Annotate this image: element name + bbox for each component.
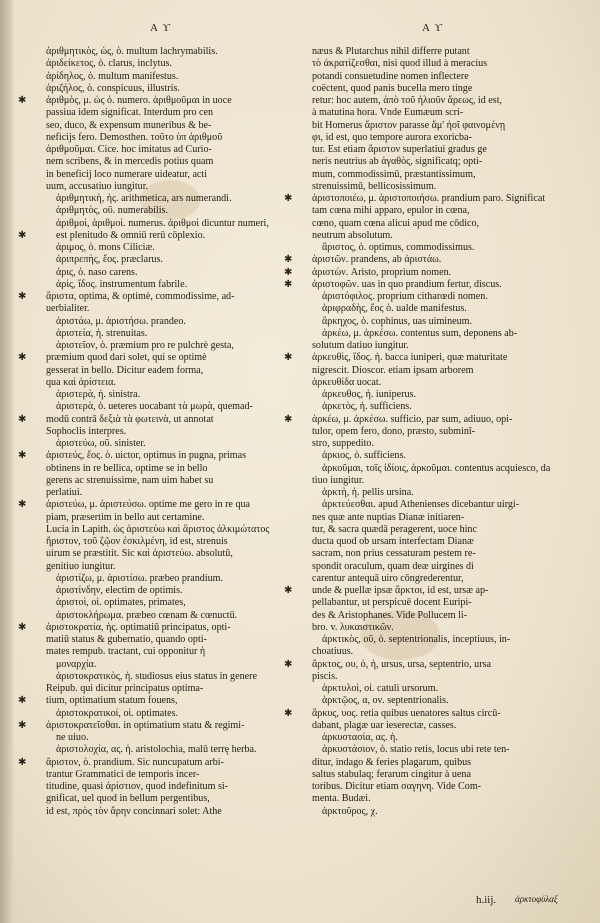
asterisk-marker-icon: ✱ xyxy=(18,95,27,106)
dictionary-line xyxy=(32,205,282,217)
dictionary-line xyxy=(32,646,282,658)
dictionary-line xyxy=(32,659,282,671)
dictionary-line-text: ἀρκτικὸς, οῦ, ὁ. septentrionalis, inceptiuus, in- xyxy=(322,634,511,645)
dictionary-line xyxy=(298,695,550,707)
dictionary-line xyxy=(298,120,550,132)
dictionary-line xyxy=(18,756,282,769)
dictionary-line-text: modū contrā δεξιὰ τὰ φωτεινὰ, ut annotat xyxy=(46,413,214,425)
dictionary-line xyxy=(284,352,550,364)
dictionary-line xyxy=(298,401,550,413)
dictionary-line xyxy=(298,597,550,609)
dictionary-line xyxy=(18,413,282,426)
dictionary-line-text: ἀριστοκλήρωμα. præbeo cœnam & cœnuctū. xyxy=(56,609,238,621)
dictionary-line xyxy=(32,107,282,119)
asterisk-marker-icon: ✱ xyxy=(18,352,27,364)
dictionary-line xyxy=(298,218,550,230)
dictionary-line-text: uum, accusatiuo iungitur. xyxy=(46,180,149,192)
dictionary-line xyxy=(298,132,550,144)
dictionary-line xyxy=(298,499,550,511)
dictionary-line xyxy=(32,744,282,756)
dictionary-line xyxy=(298,757,550,769)
dictionary-line-text: ἀριστερὰ, ἡ. sinistra. xyxy=(56,389,141,400)
dictionary-line xyxy=(298,450,550,462)
dictionary-line-text: Reipub. qui dicitur principatus optima- xyxy=(46,683,204,694)
dictionary-line-text: ἀριστῶν. prandens, ab ἀριστάω. xyxy=(312,254,442,266)
dictionary-line-text: carentur antequā uiro cōngrederentur, xyxy=(312,572,464,584)
dictionary-line-text: ἀριμος, ὁ. mons Ciliciæ. xyxy=(56,242,155,253)
dictionary-line-text: ἀριζήλος, ὁ. conspicuus, illustris. xyxy=(46,82,180,94)
dictionary-line xyxy=(32,46,282,58)
dictionary-line xyxy=(18,719,282,732)
dictionary-line-text: piam, præsertim in bello aut certamine. xyxy=(46,511,205,523)
dictionary-line-text: ἀρκτεύεσθαι. apud Athenienses dicebantur uirgi- xyxy=(322,499,520,511)
dictionary-line-text: ἀρκυστασία, ας. ἡ. xyxy=(322,732,398,743)
dictionary-line-text: ἄριστος, ὁ. optimus, commodissimus. xyxy=(322,242,475,253)
dictionary-line xyxy=(298,156,550,168)
dictionary-line xyxy=(32,536,282,548)
dictionary-line xyxy=(298,512,550,524)
dictionary-line-text: ἀριθμητὸς, οῦ. numerabilis. xyxy=(56,205,168,217)
dictionary-line xyxy=(32,524,282,536)
dictionary-line-text: ἀρκοῦμαι, τοῖς ἰδίοις, ἀρκοῦμαι. contentus acquiesco, da xyxy=(322,462,551,474)
dictionary-line-text: spondit oraculum, quam deæ uirgines di xyxy=(312,560,474,572)
dictionary-line-text: nes quæ ante nuptias Dianæ initiaren- xyxy=(312,511,465,523)
dictionary-line-text: gesserat in bello. Dicitur eadem forma, xyxy=(46,364,204,376)
dictionary-line xyxy=(32,132,282,144)
dictionary-line xyxy=(298,806,550,818)
dictionary-line-text: ἀρκετὸς, ἡ. sufficiens. xyxy=(322,401,412,413)
dictionary-line xyxy=(298,71,550,83)
asterisk-marker-icon: ✱ xyxy=(18,621,27,633)
asterisk-marker-icon: ✱ xyxy=(284,278,293,290)
dictionary-line xyxy=(284,658,550,671)
dictionary-line-text: potandi consuetudine nomen inflectere xyxy=(312,70,469,82)
dictionary-line-text: matiū status & gubernatio, quando opti- xyxy=(46,634,207,645)
dictionary-line-text: ἀριστοκρατεῖσθαι. in optimatium statu & regimi- xyxy=(46,719,245,731)
dictionary-line xyxy=(32,365,282,377)
dictionary-line xyxy=(284,278,550,291)
dictionary-line xyxy=(284,585,550,597)
dictionary-line-text: piscis. xyxy=(312,670,338,682)
dictionary-line-text: ἀριστών. Aristo, proprium nomen. xyxy=(312,266,452,278)
dictionary-line-text: qua καὶ ἀρίστεια. xyxy=(46,376,116,388)
dictionary-line xyxy=(298,548,550,560)
dictionary-line xyxy=(284,413,550,426)
dictionary-line xyxy=(32,708,282,720)
asterisk-marker-icon: ✱ xyxy=(284,585,293,596)
dictionary-line-text: ἀρκευθίδα uocat. xyxy=(312,376,382,388)
dictionary-line xyxy=(32,671,282,683)
dictionary-line xyxy=(32,316,282,328)
dictionary-line-text: ἀρκευθὶς, ἴδος. ἡ. bacca iuniperi, quæ maturitate xyxy=(312,352,508,364)
dictionary-line-text: uerbialiter. xyxy=(46,303,90,315)
dictionary-line-text: ἀριστοὶ, οἱ. optimates, primates, xyxy=(56,597,186,609)
dictionary-line xyxy=(32,377,282,389)
dictionary-line xyxy=(32,193,282,205)
dictionary-line xyxy=(298,377,550,389)
dictionary-line-text: mum, commodissimū, præstantissimum, xyxy=(312,168,476,180)
dictionary-line xyxy=(298,107,550,119)
dictionary-line-text: genitiuo iungitur. xyxy=(46,560,116,572)
asterisk-marker-icon: ✱ xyxy=(18,695,27,707)
dictionary-line xyxy=(298,169,550,181)
dictionary-line xyxy=(298,781,550,793)
dictionary-line xyxy=(32,120,282,132)
dictionary-line-text: ἀριστεύω, μ. ἀριστεύσω. optime me gero in re qua xyxy=(46,499,251,511)
dictionary-line xyxy=(32,267,282,279)
dictionary-line xyxy=(32,573,282,585)
dictionary-line-text: retur: hoc autem, ἀπὸ τοῦ ἠλιοῦν ἄρεως, id est, xyxy=(312,95,503,106)
dictionary-line-text: est plenitudo & omniū rerū cōplexio. xyxy=(56,229,206,241)
dictionary-line-text: obtinens in re bellica, optime se in bello xyxy=(46,462,208,474)
dictionary-line xyxy=(32,254,282,266)
dictionary-line-text: ἄριστα, optima, & optimè, commodissime, ad- xyxy=(46,291,235,302)
asterisk-marker-icon: ✱ xyxy=(18,756,27,768)
dictionary-line-text: uirum se præstitit. Sic καὶ ἀριστεύω. absolutū, xyxy=(46,548,233,560)
dictionary-line-text: ἀριστοφῶν. uas in quo prandium fertur, discus. xyxy=(312,278,502,290)
dictionary-line xyxy=(298,536,550,548)
dictionary-line xyxy=(298,463,550,475)
dictionary-line xyxy=(32,144,282,156)
dictionary-line xyxy=(284,707,550,720)
dictionary-line-text: ditur, indago & feries plagarum, quibus xyxy=(312,756,472,768)
dictionary-line-text: ἀρκιος, ὁ. sufficiens. xyxy=(322,450,406,462)
dictionary-line-text: bro. v. λυκαιστικῶν. xyxy=(312,621,394,633)
dictionary-line xyxy=(32,585,282,597)
signature-mark: h.iij. xyxy=(476,894,497,906)
dictionary-line-text: ἀριστοκρατικὸς, ἡ. studiosus eius status in genere xyxy=(56,670,257,682)
dictionary-line-text: à matutina hora. Vnde Eumæum scri- xyxy=(312,107,464,119)
dictionary-line-text: ἀριφραδὴς, ἕος ὁ. ualde manifestus. xyxy=(322,303,467,315)
dictionary-line-text: ἀριδείκετος, ὁ. clarus, inclytus. xyxy=(46,58,172,70)
dictionary-line-text: ἄριστον, ὁ. prandium. Sic nuncupatum arbi- xyxy=(46,756,224,768)
dictionary-line-text: Lucia in Lapith. ὡς ἀριστεύω καὶ ἄριστος ἀλκιμώτατος xyxy=(46,523,270,535)
dictionary-line-text: τὸ ἀκρατίζεσθαι, nisi quod illud à meracius xyxy=(312,58,488,70)
dictionary-line-text: perlatiui. xyxy=(46,487,83,498)
dictionary-line-text: cœno, quam cœna alicui apud me cōdico, xyxy=(312,217,480,229)
dictionary-line-text: ἀριστεύω, οῦ. sinister. xyxy=(56,438,146,449)
asterisk-marker-icon: ✱ xyxy=(18,229,27,241)
dictionary-line xyxy=(32,438,282,450)
dictionary-line-text: μοναρχία. xyxy=(56,658,97,670)
dictionary-line-text: nigrescit. Dioscor. etiam ipsam arborem xyxy=(312,364,474,376)
dictionary-line xyxy=(32,389,282,401)
dictionary-line xyxy=(298,328,550,340)
dictionary-line xyxy=(18,95,282,107)
left-column xyxy=(18,46,282,818)
running-head-left: A ϒ xyxy=(150,22,172,34)
dictionary-line-text: mates rempub. tractant, cui opponitur ἡ xyxy=(46,646,206,658)
dictionary-line-text: ἀρκέω, μ. ἀρκέσω. sufficio, par sum, adiuuo, opi- xyxy=(312,413,513,425)
dictionary-line-text: ἀρκτοῦρος, χ. xyxy=(322,805,378,817)
dictionary-line-text: gnificat, uel quod in bellum pergentibus, xyxy=(46,793,210,805)
dictionary-line xyxy=(298,316,550,328)
dictionary-line xyxy=(32,242,282,254)
asterisk-marker-icon: ✱ xyxy=(284,352,293,364)
dictionary-line-text: ἀριστίζω, μ. ἀριστίσω. præbeo prandium. xyxy=(56,572,224,584)
dictionary-line xyxy=(32,83,282,95)
dictionary-line xyxy=(32,340,282,352)
dictionary-line-text: des & Aristophanes. Vide Pollucem li- xyxy=(312,609,468,621)
dictionary-line xyxy=(284,193,550,205)
dictionary-line xyxy=(32,181,282,193)
dictionary-line xyxy=(298,793,550,805)
dictionary-line xyxy=(32,487,282,499)
dictionary-line-text: tiuo iungitur. xyxy=(312,474,365,486)
asterisk-marker-icon: ✱ xyxy=(284,266,293,278)
dictionary-line xyxy=(298,622,550,634)
dictionary-line-text: ἀριστεύς, ἕος. ὁ. uictor, optimus in pugna, primas xyxy=(46,450,247,462)
right-column xyxy=(284,46,551,818)
dictionary-line xyxy=(32,218,282,230)
dictionary-line-text: ἀριστολοχία, ας. ἡ. aristolochia, malū terrę herba. xyxy=(56,744,257,756)
dictionary-line xyxy=(32,683,282,695)
dictionary-line xyxy=(298,291,550,303)
dictionary-line xyxy=(298,646,550,658)
dictionary-line-text: id est, πρὸς τὸν ἄρην concinnari solet: Athe xyxy=(46,805,222,817)
dictionary-line-text: ἀριπρεπὴς, ἕος. præclarus. xyxy=(56,254,163,266)
dictionary-line-text: ἀριστοποιέω, μ. ἀριστοποιήσω. prandium paro. Significat xyxy=(312,193,546,204)
asterisk-marker-icon: ✱ xyxy=(18,450,27,462)
dictionary-line-text: tium, optimatium statum fouens, xyxy=(46,695,178,707)
dictionary-line xyxy=(32,512,282,524)
dictionary-line xyxy=(298,181,550,193)
dictionary-line-text: pellabantur, ut perspicuē docent Euripi- xyxy=(312,597,472,609)
dictionary-line-text: ἀριθμὸς, μ. ὡς ὁ. numero. ἀριθμοῦμαι in uoce xyxy=(46,95,232,106)
dictionary-line-text: tur, & sacra quædā peragerent, uoce hinc xyxy=(312,523,477,535)
dictionary-line-text: ἀρίδηλος, ὁ. multum manifestus. xyxy=(46,70,179,82)
dictionary-line xyxy=(298,573,550,585)
dictionary-line xyxy=(298,524,550,536)
dictionary-line-text: toribus. Dicitur etiam σαγηνη. Vide Com- xyxy=(312,781,482,792)
dictionary-line xyxy=(32,303,282,315)
asterisk-marker-icon: ✱ xyxy=(18,499,27,511)
dictionary-line-text: ἀρκυστάσιον, ὁ. statio retis, locus ubi rete ten- xyxy=(322,744,510,756)
dictionary-line-text: præmium quod dari solet, qui se optimè xyxy=(46,352,207,364)
dictionary-line-text: nem scribens, & in mercedis potius quam xyxy=(46,156,214,168)
dictionary-line xyxy=(298,242,550,254)
dictionary-line-text: titudine, quasi ἀρίστιον, quod indefinitum si- xyxy=(46,781,229,792)
dictionary-line xyxy=(298,744,550,756)
asterisk-marker-icon: ✱ xyxy=(284,707,293,719)
dictionary-line-text: ἄρκυς, υος. retia quibus uenatores saltus circū- xyxy=(312,707,501,719)
dictionary-line xyxy=(32,58,282,70)
dictionary-line-text: menta. Budæi. xyxy=(312,793,371,805)
dictionary-line xyxy=(32,634,282,646)
dictionary-line-text: ἀρκέω, μ. ἀρκέσω. contentus sum, deponens ab- xyxy=(322,327,518,339)
dictionary-line xyxy=(298,144,550,156)
dictionary-line-text: tulor, opem fero, dono, præsto, subminī- xyxy=(312,425,476,437)
dictionary-line-text: solutum datiuo iungitur. xyxy=(312,340,409,351)
dictionary-line xyxy=(32,279,282,291)
dictionary-line xyxy=(32,71,282,83)
dictionary-line xyxy=(32,169,282,181)
dictionary-line-text: bit Homerus ἄριστον parasse ἅμ' ἠοῖ φαινομένῃ xyxy=(312,119,506,131)
dictionary-line-text: φι, id est, quo tempore aurora exoricba- xyxy=(312,131,472,143)
dictionary-line xyxy=(298,46,550,58)
dictionary-line-text: ἀρκτῷος, α, ον. septentrionalis. xyxy=(322,695,449,707)
dictionary-line-text: ἀρκτὴ, ἡ. pellis ursina. xyxy=(322,487,414,498)
dictionary-line xyxy=(32,793,282,805)
dictionary-line xyxy=(298,683,550,695)
dictionary-line-text: ἀριστόφιλος. proprium citharœdi nomen. xyxy=(322,291,488,302)
dictionary-line xyxy=(298,95,550,107)
dictionary-line-text: trantur Grammatici de temporis incer- xyxy=(46,768,200,780)
dictionary-line xyxy=(32,769,282,781)
dictionary-line-text: ducta quod ob ursam interfectam Dianæ xyxy=(312,536,474,547)
dictionary-line-text: ἀριθμοὶ, ἀριθμοὶ. numerus. ἀριθμοὶ dicuntur numeri, xyxy=(56,217,269,229)
dictionary-line-text: stro, suppedito. xyxy=(312,438,374,449)
asterisk-marker-icon: ✱ xyxy=(18,291,27,302)
dictionary-line xyxy=(298,303,550,315)
dictionary-line-text: unde & puellæ ipsæ ἄρκτοι, id est, ursæ ap- xyxy=(312,585,489,596)
dictionary-line xyxy=(298,671,550,683)
dictionary-line-text: neficijs fero. Demosthen. τοῦτο ὑπ ἀριθμοῦ xyxy=(46,131,223,143)
asterisk-marker-icon: ✱ xyxy=(18,413,27,425)
dictionary-line xyxy=(298,720,550,732)
asterisk-marker-icon: ✱ xyxy=(284,193,293,204)
dictionary-line-text: ἀρκτυλοὶ, οἱ. catuli ursorum. xyxy=(322,683,439,694)
catchword: ἀρκτοφύλαξ xyxy=(515,894,558,904)
dictionary-line xyxy=(298,426,550,438)
dictionary-line xyxy=(298,205,550,217)
dictionary-line-text: sacram, non prius cessaturam pestem re- xyxy=(312,548,476,560)
dictionary-line xyxy=(298,634,550,646)
dictionary-line xyxy=(284,254,550,266)
dictionary-line-text: ἀριστίνδην, electim de optimis. xyxy=(56,585,183,596)
dictionary-line-text: ἀριστεῖον, ὁ. præmium pro re pulchrè gesta, xyxy=(56,340,234,351)
dictionary-line xyxy=(18,621,282,634)
dictionary-line-text: ἀριστοκρατικοί, οἱ. optimates. xyxy=(56,707,179,719)
dictionary-line xyxy=(32,328,282,340)
dictionary-line-text: ἄρκτος, ου, ὁ, ἡ, ursus, ursa, septentrio, ursa xyxy=(312,658,491,670)
dictionary-line xyxy=(32,610,282,622)
dictionary-line xyxy=(32,548,282,560)
dictionary-line xyxy=(32,781,282,793)
dictionary-line-text: ἀριστερὰ, ὁ. ueteres uocabant τὰ μωρὰ, quemad- xyxy=(56,401,253,413)
dictionary-line-text: ἀριθμητικὴ, ἡς. arithmetica, ars numerandi. xyxy=(56,193,232,204)
dictionary-line xyxy=(298,58,550,70)
dictionary-line xyxy=(18,352,282,364)
dictionary-line-text: choatiuus. xyxy=(312,646,354,658)
dictionary-line-text: ἀριστεία, ἡ. strenuitas. xyxy=(56,327,148,339)
dictionary-line-text: ἀρὶς, ἴδος. instrumentum fabrile. xyxy=(56,278,188,290)
dictionary-line-text: tur. Est etiam ἄριστον superlatiui gradus ge xyxy=(312,144,487,155)
dictionary-line xyxy=(32,561,282,573)
dictionary-line xyxy=(298,732,550,744)
dictionary-line xyxy=(284,266,550,279)
dictionary-line-text: passiua idem significat. Interdum pro cen xyxy=(46,107,214,119)
dictionary-line xyxy=(32,806,282,818)
dictionary-line-text: ἀριστοκρατία, ἡς. optimatiū principatus, opti- xyxy=(46,621,231,633)
dictionary-line xyxy=(298,487,550,499)
dictionary-line xyxy=(298,365,550,377)
dictionary-line-text: ἀρκευθος, ἡ. iuniperus. xyxy=(322,389,416,400)
dictionary-line-text: Sophoclis interpres. xyxy=(46,425,127,437)
asterisk-marker-icon: ✱ xyxy=(18,719,27,731)
dictionary-line xyxy=(298,475,550,487)
dictionary-line-text: næus & Plutarchus nihil differre putant xyxy=(312,46,470,57)
dictionary-line xyxy=(32,156,282,168)
dictionary-line xyxy=(298,230,550,242)
dictionary-line-text: ne uiuo. xyxy=(56,732,89,743)
dictionary-line-text: in beneficij loco numerare uideatur, acti xyxy=(46,168,208,180)
dictionary-line xyxy=(18,291,282,303)
dictionary-line-text: ἀρις, ὁ. naso carens. xyxy=(56,266,138,278)
dictionary-line-text: ἀριθμοῦμαι. Cice. hoc imitatus ad Curio- xyxy=(46,144,212,155)
asterisk-marker-icon: ✱ xyxy=(284,254,293,266)
dictionary-line xyxy=(298,561,550,573)
dictionary-line xyxy=(298,438,550,450)
dictionary-line xyxy=(298,389,550,401)
dictionary-line-text: gerens ac strenuissime, nam uim habet su xyxy=(46,474,214,486)
dictionary-line-text: tam cœna mihi apparo, epulor in cœna, xyxy=(312,205,470,217)
asterisk-marker-icon: ✱ xyxy=(284,413,293,425)
dictionary-line-text: strenuissimū, bellicosissimum. xyxy=(312,180,437,192)
dictionary-line xyxy=(18,229,282,242)
dictionary-line-text: saltus stabulaq; ferarum cingitur à uena xyxy=(312,768,471,780)
dictionary-line xyxy=(18,450,282,462)
dictionary-line-text: ἀριθμητικὸς, ὡς, ὁ. multum lachrymabilis. xyxy=(46,46,218,57)
dictionary-line xyxy=(32,732,282,744)
dictionary-line-text: ἀριστάω, μ. ἀριστήσω. prandeo. xyxy=(56,315,186,327)
asterisk-marker-icon: ✱ xyxy=(284,658,293,670)
dictionary-line xyxy=(32,401,282,413)
dictionary-line-text: coëctent, quod panis bucella mero tinge xyxy=(312,82,473,94)
dictionary-line-text: neris neutrius ab ἀγαθὸς, significatq; opti- xyxy=(312,156,483,168)
dictionary-line xyxy=(298,769,550,781)
page-gutter-shadow xyxy=(0,0,14,923)
dictionary-line-text: ἄρκηχος, ὁ. cophinus, uas uimineum. xyxy=(322,315,473,327)
dictionary-line xyxy=(298,610,550,622)
dictionary-line xyxy=(32,463,282,475)
dictionary-line xyxy=(32,597,282,609)
dictionary-line xyxy=(32,475,282,487)
running-head-right: A ϒ xyxy=(422,22,444,34)
dictionary-line xyxy=(298,340,550,352)
dictionary-line-text: dabant, plagæ uar ieserectæ, casses. xyxy=(312,719,457,731)
dictionary-line xyxy=(32,426,282,438)
dictionary-line xyxy=(18,499,282,511)
dictionary-line xyxy=(298,83,550,95)
dictionary-line-text: ἤριστον, τοῦ ζῷον ἐσκιλμένη, id est, strenuis xyxy=(46,536,228,547)
dictionary-line xyxy=(18,695,282,707)
dictionary-line-text: neutrum absolutum. xyxy=(312,229,393,241)
dictionary-line-text: seo, duco, & expensum muneribus & be- xyxy=(46,119,212,131)
